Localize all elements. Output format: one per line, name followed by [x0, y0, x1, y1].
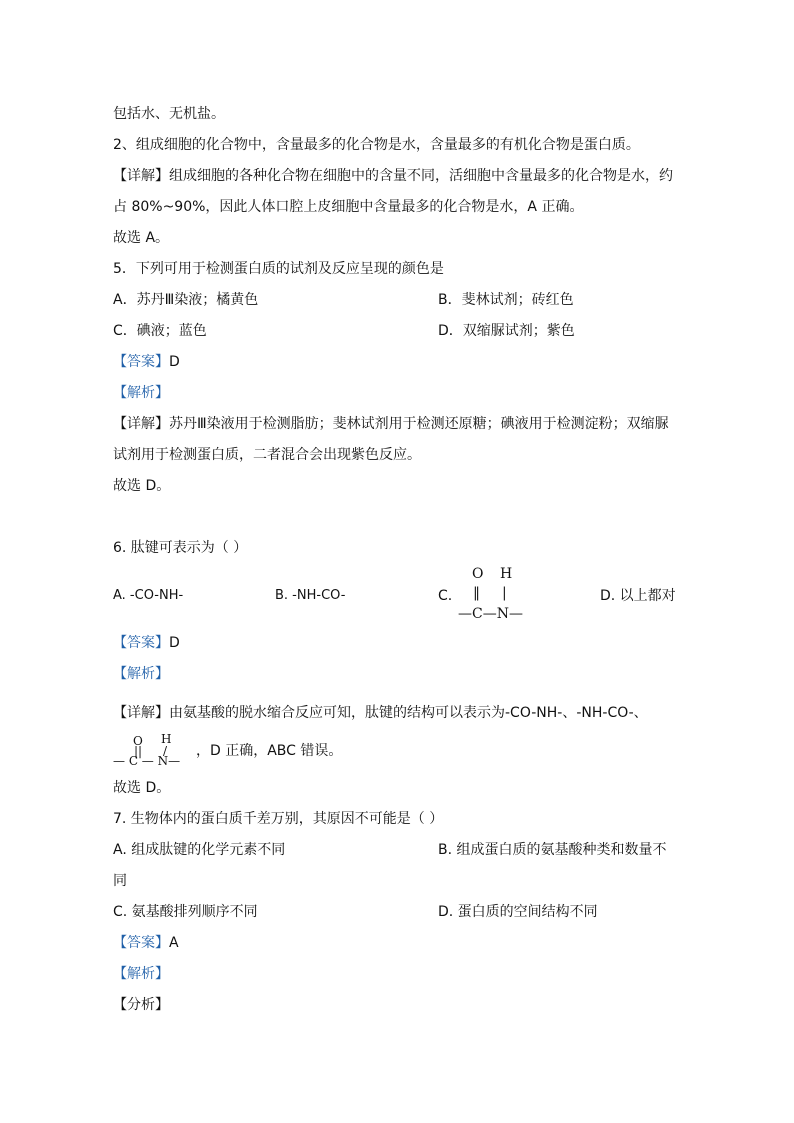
- q6-option-c: C.: [438, 588, 453, 604]
- q5-option-a: A．苏丹Ⅲ染液；橘黄色: [113, 292, 259, 308]
- question-6: 6. 肽键可表示为（ ）: [113, 540, 248, 556]
- q5-choose: 故选 D。: [113, 478, 171, 494]
- atom-h: H: [161, 732, 172, 746]
- q6-choose: 故选 D。: [113, 780, 171, 796]
- detail-text: 由氨基酸的脱水缩合反应可知，肽键的结构可以表示为-CO-NH-、-NH-CO-、: [169, 705, 648, 721]
- q6-option-d: D. 以上都对: [600, 588, 676, 604]
- q6-answer: [113, 633, 180, 653]
- q7-fenxi-tag: 【分析】: [113, 997, 169, 1013]
- atom-o: O: [133, 734, 143, 748]
- q7-answer: [113, 933, 179, 953]
- double-bond: ‖: [473, 585, 480, 601]
- q7-option-c: C. 氨基酸排列顺序不同: [113, 904, 258, 920]
- answer-value: D: [169, 635, 180, 651]
- detail-tag: 【详解】: [113, 168, 169, 184]
- answer-value: A: [169, 935, 179, 951]
- text-line: 故选 A。: [113, 230, 170, 246]
- atom-o: O: [472, 566, 484, 582]
- q7-analysis-tag: 【解析】: [113, 966, 169, 982]
- answer-tag: 【答案】: [113, 354, 169, 370]
- chain-c-n: —C—N—: [458, 606, 523, 622]
- q6-detail-line-2: ，D 正确，ABC 错误。: [196, 743, 343, 759]
- peptide-bond-structure-inline: [113, 732, 193, 772]
- q6-analysis-tag: 【解析】: [113, 666, 169, 682]
- detail-tag: 【详解】: [113, 705, 169, 721]
- q5-detail-line: [113, 414, 669, 434]
- q6-detail-line: [113, 703, 648, 723]
- q7-option-b-cont: 同: [113, 873, 127, 889]
- q5-analysis-tag: 【解析】: [113, 385, 169, 401]
- answer-tag: 【答案】: [113, 935, 169, 951]
- q7-option-a: A. 组成肽键的化学元素不同: [113, 842, 286, 858]
- question-7: 7. 生物体内的蛋白质千差万别，其原因不可能是（ ）: [113, 811, 444, 827]
- q5-option-b: B．斐林试剂；砖红色: [438, 292, 574, 308]
- detail-text: 苏丹Ⅲ染液用于检测脂肪；斐林试剂用于检测还原糖；碘液用于检测淀粉；双缩脲: [169, 416, 669, 432]
- detail-tag: 【详解】: [113, 416, 169, 432]
- text-line: 占 80%~90%，因此人体口腔上皮细胞中含量最多的化合物是水，A 正确。: [113, 199, 584, 215]
- text-line: 包括水、无机盐。: [113, 106, 225, 122]
- answer-tag: 【答案】: [113, 635, 169, 651]
- detail-text: 组成细胞的各种化合物在细胞中的含量不同，活细胞中含量最多的化合物是水，约: [169, 168, 673, 184]
- detail-line: [113, 166, 673, 186]
- q5-answer: [113, 352, 180, 372]
- question-5: 5．下列可用于检测蛋白质的试剂及反应呈现的颜色是: [113, 261, 444, 277]
- single-bond: |: [502, 585, 507, 601]
- text-line: 2、组成细胞的化合物中，含量最多的化合物是水，含量最多的有机化合物是蛋白质。: [113, 137, 640, 153]
- q5-detail-line-2: 试剂用于检测蛋白质，二者混合会出现紫色反应。: [113, 447, 421, 463]
- q6-option-b: B. -NH-CO-: [275, 588, 346, 603]
- answer-value: D: [169, 354, 180, 370]
- peptide-bond-structure: [458, 566, 538, 628]
- double-bond: ||: [134, 744, 143, 758]
- q7-option-b: B. 组成蛋白质的氨基酸种类和数量不: [438, 842, 667, 858]
- q6-option-a: A. -CO-NH-: [113, 588, 184, 603]
- q7-option-d: D. 蛋白质的空间结构不同: [438, 904, 598, 920]
- q5-option-c: C．碘液；蓝色: [113, 323, 207, 339]
- atom-h: H: [500, 566, 513, 582]
- single-bond: /: [163, 744, 168, 758]
- q5-option-d: D．双缩脲试剂；紫色: [438, 323, 575, 339]
- chain-c-n: — C — N—: [113, 754, 181, 768]
